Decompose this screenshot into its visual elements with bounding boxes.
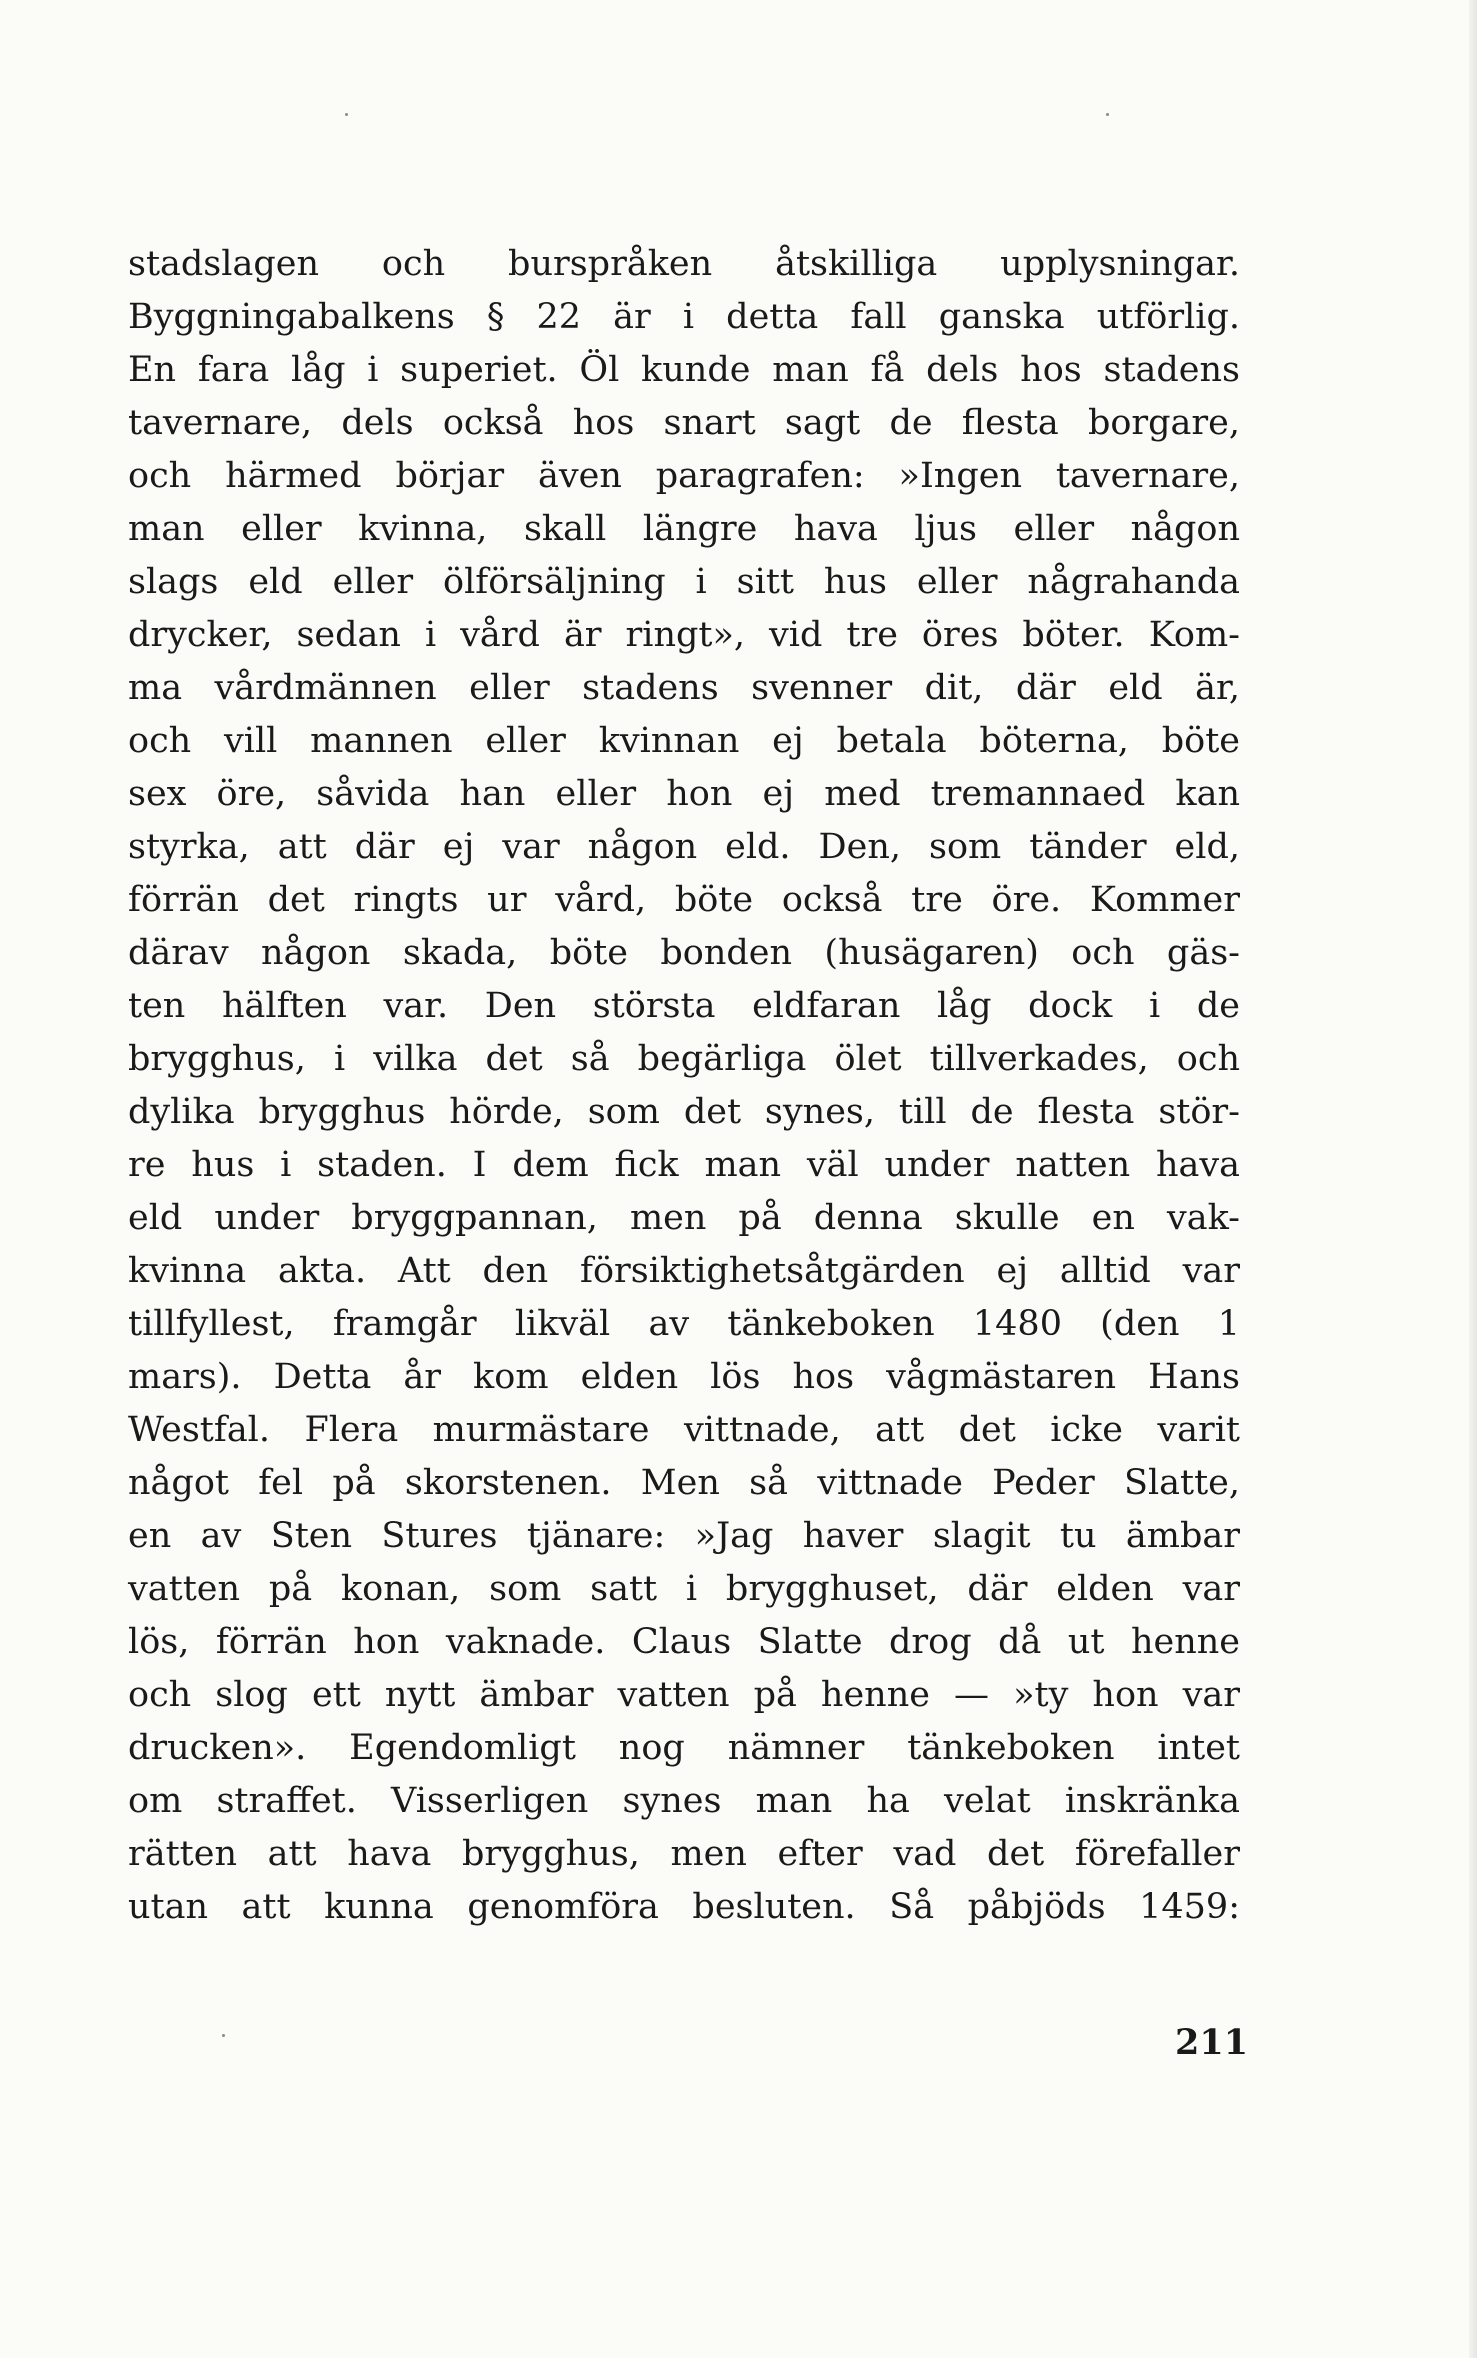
text-line: om straffet. Visserligen synes man ha velat inskränka: [128, 1781, 1240, 1821]
text-line: vatten på konan, som satt i brygghuset, där elden var: [128, 1569, 1240, 1609]
text-line: en av Sten Stures tjänare: »Jag haver slagit tu ämbar: [128, 1516, 1240, 1556]
text-line: drucken». Egendomligt nog nämner tänkeboken intet: [128, 1728, 1240, 1768]
text-line: därav någon skada, böte bonden (husägaren) och gäs-: [128, 933, 1240, 973]
text-line: man eller kvinna, skall längre hava ljus eller någon: [128, 509, 1240, 549]
paper-speck: [345, 113, 348, 116]
text-line: rätten att hava brygghus, men efter vad det förefaller: [128, 1834, 1240, 1874]
text-line: och härmed börjar även paragrafen: »Ingen tavernare,: [128, 456, 1240, 496]
text-line: styrka, att där ej var någon eld. Den, som tänder eld,: [128, 827, 1240, 867]
body-text: [128, 238, 1240, 1934]
text-line: ma vårdmännen eller stadens svenner dit, där eld är,: [128, 668, 1240, 708]
paper-speck: [1106, 113, 1109, 116]
text-line: slags eld eller ölförsäljning i sitt hus eller någrahanda: [128, 562, 1240, 602]
text-line: kvinna akta. Att den försiktighetsåtgärden ej alltid var: [128, 1251, 1240, 1291]
text-line: förrän det ringts ur vård, böte också tre öre. Kommer: [128, 880, 1240, 920]
page-edge: [1469, 0, 1477, 2358]
text-line: tillfyllest, framgår likväl av tänkeboken 1480 (den 1: [128, 1304, 1240, 1344]
text-line: utan att kunna genomföra besluten. Så påbjöds 1459:: [128, 1887, 1240, 1927]
page-number: 211: [1175, 2022, 1249, 2063]
text-line: brygghus, i vilka det så begärliga ölet tillverkades, och: [128, 1039, 1240, 1079]
text-line: drycker, sedan i vård är ringt», vid tre öres böter. Kom-: [128, 615, 1240, 655]
text-line: mars). Detta år kom elden lös hos vågmästaren Hans: [128, 1357, 1240, 1397]
text-line: dylika brygghus hörde, som det synes, till de flesta stör-: [128, 1092, 1240, 1132]
text-line: ten hälften var. Den största eldfaran låg dock i de: [128, 986, 1240, 1026]
text-line: och slog ett nytt ämbar vatten på henne — »ty hon var: [128, 1675, 1240, 1715]
text-line: stadslagen och burspråken åtskilliga upplysningar.: [128, 244, 1240, 284]
text-line: lös, förrän hon vaknade. Claus Slatte drog då ut henne: [128, 1622, 1240, 1662]
text-line: och vill mannen eller kvinnan ej betala böterna, böte: [128, 721, 1240, 761]
text-line: sex öre, såvida han eller hon ej med tremannaed kan: [128, 774, 1240, 814]
text-line: En fara låg i superiet. Öl kunde man få dels hos stadens: [128, 350, 1240, 390]
text-line: re hus i staden. I dem fick man väl under natten hava: [128, 1145, 1240, 1185]
text-line: eld under bryggpannan, men på denna skulle en vak-: [128, 1198, 1240, 1238]
text-line: något fel på skorstenen. Men så vittnade Peder Slatte,: [128, 1463, 1240, 1503]
text-line: Byggningabalkens § 22 är i detta fall ganska utförlig.: [128, 297, 1240, 337]
paper-speck: [222, 2034, 225, 2037]
text-line: Westfal. Flera murmästare vittnade, att det icke varit: [128, 1410, 1240, 1450]
text-line: tavernare, dels också hos snart sagt de flesta borgare,: [128, 403, 1240, 443]
